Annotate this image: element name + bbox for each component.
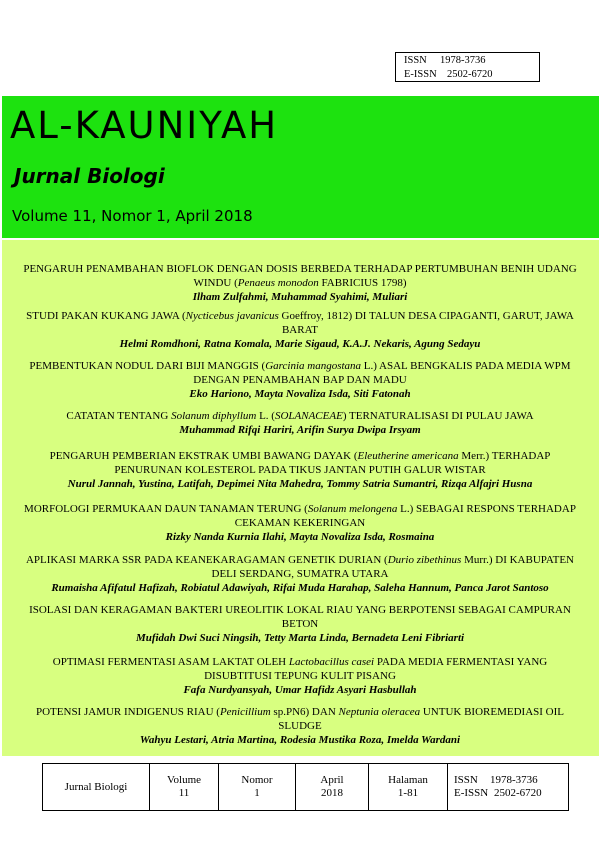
article-authors: Nurul Jannah, Yustina, Latifah, Depimei Nita Mahedra, Tommy Satria Sumantri, Rizqa Alfajri Husna — [67, 478, 533, 490]
article-title: CATATAN TENTANG Solanum diphyllum L. (SOLANACEAE) TERNATURALISASI DI PULAU JAWA — [66, 410, 534, 422]
article-8 — [20, 603, 580, 645]
article-10 — [20, 705, 580, 747]
article-authors: Eko Hariono, Mayta Novaliza Isda, Siti Fatonah — [189, 388, 411, 400]
volume-cell: Volume 11 — [150, 764, 219, 811]
volume-line: Volume 11, Nomor 1, April 2018 — [12, 207, 253, 225]
article-4 — [20, 409, 580, 437]
article-authors: Mufidah Dwi Suci Ningsih, Tetty Marta Linda, Bernadeta Leni Fibriarti — [135, 632, 465, 644]
article-7 — [20, 553, 580, 595]
article-title: OPTIMASI FERMENTASI ASAM LAKTAT OLEH Lactobacillus casei PADA MEDIA FERMENTASI YANG DISUBTITUSI TEPUNG KULIT PISANG — [52, 656, 548, 682]
eissn-value: 2502-6720 — [447, 69, 493, 80]
journal-subtitle: Jurnal Biologi — [14, 164, 165, 188]
article-authors: Wahyu Lestari, Atria Martina, Rodesia Mustika Roza, Imelda Wardani — [139, 734, 461, 746]
nomor-cell: Nomor 1 — [219, 764, 296, 811]
article-title: PENGARUH PENAMBAHAN BIOFLOK DENGAN DOSIS BERBEDA TERHADAP PERTUMBUHAN BENIH UDANG WINDU (Penaeus monodon FABRICIUS 1798) — [23, 263, 577, 289]
article-title: STUDI PAKAN KUKANG JAWA (Nycticebus javanicus Goeffroy, 1812) DI TALUN DESA CIPAGANTI, GARUT, JAWA BARAT — [26, 310, 574, 336]
date-cell: April 2018 — [296, 764, 369, 811]
halaman-cell: Halaman 1-81 — [369, 764, 448, 811]
journal-info-table — [42, 763, 569, 811]
article-title: APLIKASI MARKA SSR PADA KEANEKARAGAMAN GENETIK DURIAN (Durio zibethinus Murr.) DI KABUPATEN DELI SERDANG, SUMATRA UTARA — [25, 554, 574, 580]
article-authors: Muhammad Rifqi Hariri, Arifin Surya Dwipa Irsyam — [179, 424, 421, 436]
article-authors: Rumaisha Afifatul Hafizah, Robiatul Adawiyah, Rifai Muda Harahap, Saleha Hannum, Panca Jarot Santoso — [51, 582, 549, 594]
article-1 — [20, 262, 580, 304]
issn-value: 1978-3736 — [440, 55, 486, 66]
eissn-label: E-ISSN — [404, 69, 437, 80]
article-authors: Ilham Zulfahmi, Muhammad Syahimi, Muliari — [192, 291, 408, 303]
article-title: MORFOLOGI PERMUKAAN DAUN TANAMAN TERUNG (Solanum melongena L.) SEBAGAI RESPONS TERHADAP CEKAMAN KEKERINGAN — [24, 503, 576, 529]
article-5 — [20, 449, 580, 491]
issn-label: ISSN — [404, 55, 427, 66]
article-3 — [20, 359, 580, 401]
article-title: PENGARUH PEMBERIAN EKSTRAK UMBI BAWANG DAYAK (Eleutherine americana Merr.) TERHADAP PENURUNAN KOLESTEROL PADA TIKUS JANTAN PUTIH GALUR WISTAR — [49, 450, 551, 476]
article-2 — [20, 309, 580, 351]
eissn-line — [404, 68, 539, 82]
article-authors: Helmi Romdhoni, Ratna Komala, Marie Sigaud, K.A.J. Nekaris, Agung Sedayu — [119, 338, 481, 350]
article-6 — [20, 502, 580, 544]
journal-name-cell: Jurnal Biologi — [43, 764, 150, 811]
issn-cell: ISSN 1978-3736 E-ISSN 2502-6720 — [448, 764, 569, 811]
issn-box — [395, 52, 540, 82]
issn-line — [404, 54, 539, 68]
article-title: ISOLASI DAN KERAGAMAN BAKTERI UREOLITIK LOKAL RIAU YANG BERPOTENSI SEBAGAI CAMPURAN BETON — [29, 604, 571, 630]
article-authors: Rizky Nanda Kurnia Ilahi, Mayta Novaliza Isda, Rosmaina — [165, 531, 435, 543]
article-9 — [20, 655, 580, 697]
journal-title: AL-KAUNIYAH — [10, 104, 279, 147]
article-title: PEMBENTUKAN NODUL DARI BIJI MANGGIS (Garcinia mangostana L.) ASAL BENGKALIS PADA MEDIA WPM DENGAN PENAMBAHAN BAP DAN MADU — [29, 360, 571, 386]
article-title: POTENSI JAMUR INDIGENUS RIAU (Penicillium sp.PN6) DAN Neptunia oleracea UNTUK BIOREMEDIASI OIL SLUDGE — [36, 706, 564, 732]
article-authors: Fafa Nurdyansyah, Umar Hafidz Asyari Hasbullah — [183, 684, 417, 696]
